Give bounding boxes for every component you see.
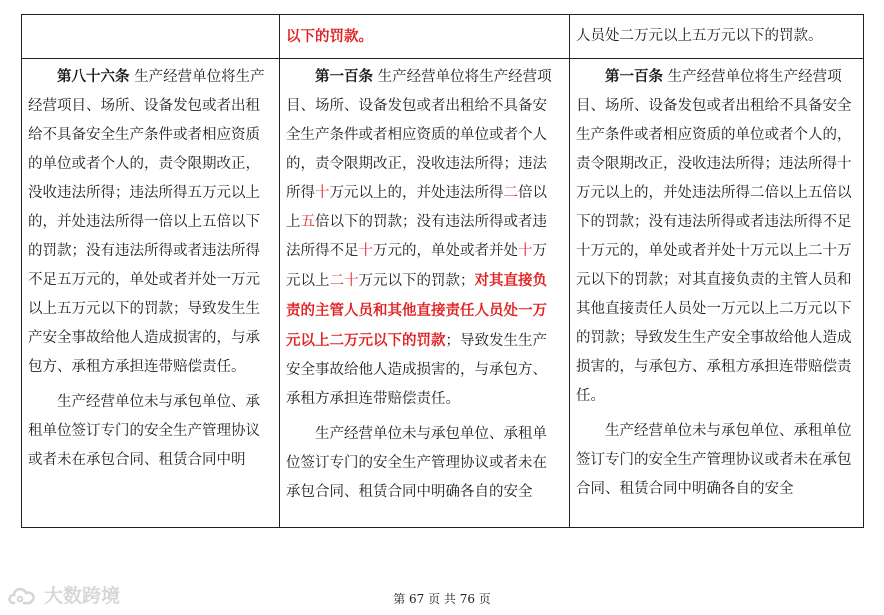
col2-text-seg: 倍以下的罚款；没有违法所得或者违法所得不足 — [286, 214, 547, 259]
col2-text-seg: 万元以上 — [286, 243, 547, 289]
comparison-table — [21, 14, 864, 528]
col2-red-seg: 五 — [300, 214, 315, 230]
col1-article-text: 生产经营单位将生产经营项目、场所、设备发包或者出租给不具备安全生产条件或者相应资质的单位或者个人的，责令限期改正，没收违法所得；违法所得五万元以上的，并处违法所得一倍以上五倍以下的罚款；没有违法所得或者违法所得不足五万元的，单处或者并处一万元以上五万元以下的罚款；导致发生生产安全事故给他人造成损害的，与承包方、承租方承担连带赔偿责任。 — [28, 69, 265, 375]
col3-paragraph-2: 生产经营单位未与承包单位、承租单位签订专门的安全生产管理协议或者未在承包合同、租赁合同中明确各自的安全 — [576, 423, 852, 497]
col1-paragraph-1 — [28, 62, 269, 382]
col2-article-title: 第一百条 — [315, 68, 373, 85]
cell-col1 — [22, 59, 280, 528]
col2-paragraph-2: 生产经营单位未与承包单位、承租单位签订专门的安全生产管理协议或者未在承包合同、租赁合同中明确各自的安全 — [286, 426, 547, 500]
col2-text-seg: 万元以上的，并处违法所得 — [329, 185, 504, 201]
page-footer: 第 67 页 共 76 页 — [393, 592, 491, 606]
top-col2-text: 以下的罚款。 — [286, 27, 373, 45]
table-row-top — [22, 15, 864, 59]
col2-red-seg: 二十 — [329, 273, 359, 289]
col2-red-seg: 十 — [518, 243, 533, 259]
cell-col3 — [570, 59, 864, 528]
col1-paragraph-2: 生产经营单位未与承包单位、承租单位签订专门的安全生产管理协议或者未在承包合同、租赁合同中明 — [28, 394, 260, 468]
top-col3-text: 人员处二万元以上五万元以下的罚款。 — [576, 28, 823, 44]
watermark — [6, 581, 120, 608]
col2-paragraph-1 — [286, 62, 559, 414]
watermark-text: 大数跨境 — [44, 585, 121, 607]
cell-top-col2 — [280, 15, 570, 59]
col2-red-seg: 二 — [503, 185, 518, 201]
col2-text-seg: ；导致发生生产安全事故给他人造成损害的，与承包方、承租方承担连带赔偿责任。 — [286, 333, 547, 407]
col3-article-title: 第一百条 — [605, 68, 663, 85]
col3-paragraph-1 — [576, 62, 853, 411]
col2-red-seg: 十 — [358, 243, 373, 259]
cell-top-col3 — [570, 15, 864, 59]
col2-red-seg: 十 — [315, 185, 330, 201]
table-row-main — [22, 59, 864, 528]
cell-top-col1 — [22, 15, 280, 59]
col2-red-bold-seg: 对其直接负责的主管人员和其他直接责任人员处一万元以上二万元以下的罚款 — [286, 272, 547, 349]
col1-article-title: 第八十六条 — [57, 68, 130, 85]
cell-col2 — [280, 59, 570, 528]
col2-text-seg: 倍以上 — [286, 185, 547, 230]
col2-text-seg: 生产经营单位将生产经营项目、场所、设备发包或者出租给不具备安全生产条件或者相应资质的单位或者个人的，责令限期改正，没收违法所得；违法所得 — [286, 69, 552, 201]
cloud-logo-icon — [6, 583, 40, 607]
col2-text-seg: 万元以下的罚款； — [358, 273, 475, 289]
col2-text-seg: 万元的，单处或者并处 — [373, 243, 518, 259]
col3-article-text: 生产经营单位将生产经营项目、场所、设备发包或者出租给不具备安全生产条件或者相应资质的单位或者个人的，责令限期改正，没收违法所得；违法所得十万元以上的，并处违法所得二倍以上五倍以下的罚款；没有违法所得或者违法所得不足十万元的，单处或者并处十万元以上二十万元以下的罚款；对其直接负责的主管人员和其他直接责任人员处一万元以上二万元以下的罚款；导致发生生产安全事故给他人造成损害的，与承包方、承租方承担连带赔偿责任。 — [576, 69, 852, 404]
